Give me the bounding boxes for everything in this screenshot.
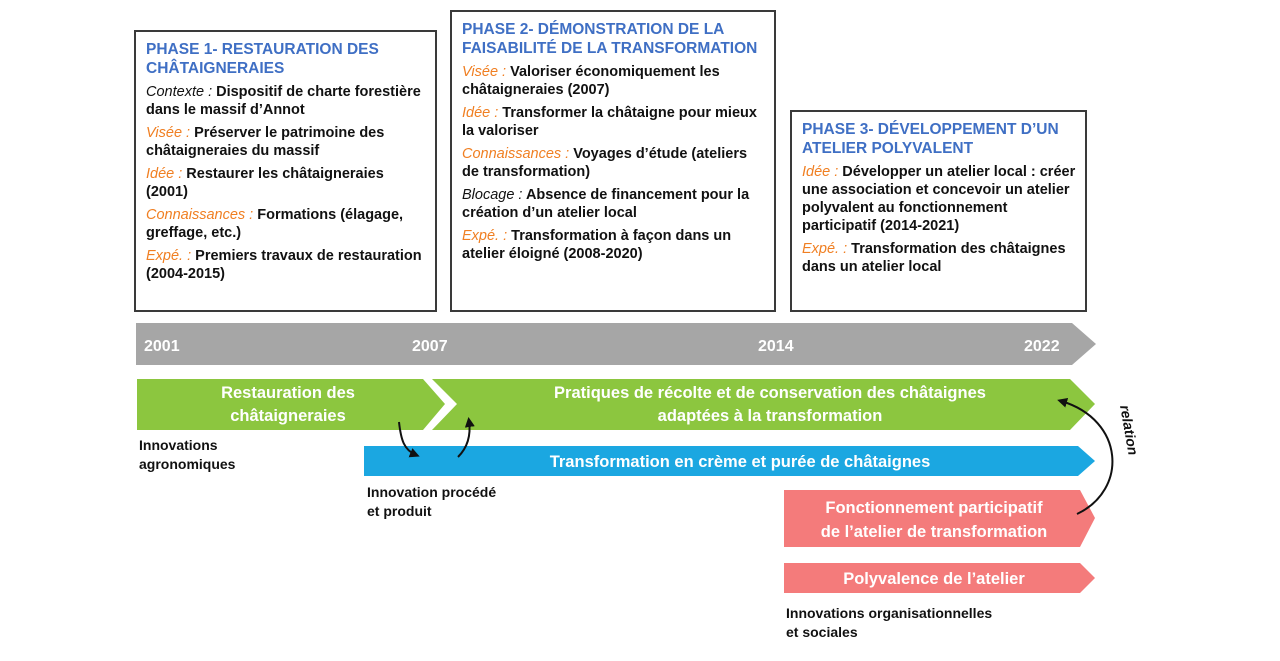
entry-key: Expé. : bbox=[146, 248, 192, 264]
entry-value: Formations (élagage, greffage, etc.) bbox=[146, 207, 404, 241]
timeline-arrow bbox=[136, 323, 1096, 365]
entry-value: Absence de financement pour la création d’un atelier local bbox=[462, 187, 750, 221]
pratiques-bar-line-2: adaptées à la transformation bbox=[657, 407, 883, 425]
timeline-year-2022: 2022 bbox=[1024, 338, 1060, 355]
caption-innovations-organisationnelles bbox=[786, 604, 992, 642]
fonctionnement-bar-line-1: Fonctionnement participatif bbox=[825, 499, 1043, 517]
transformation-bar-label: Transformation en crème et purée de châtaignes bbox=[549, 453, 931, 471]
polyvalence-bar-label: Polyvalence de l’atelier bbox=[843, 570, 1025, 588]
phase-2-title: PHASE 2- DÉMONSTRATION DE LA FAISABILITÉ DE LA TRANSFORMATION bbox=[462, 21, 758, 57]
caption-agronomiques-line-2: agronomiques bbox=[139, 456, 236, 472]
caption-organisationnelles-line-1: Innovations organisationnelles bbox=[786, 605, 993, 621]
entry-key: Contexte : bbox=[146, 84, 213, 100]
entry-key: Expé. : bbox=[462, 228, 508, 244]
timeline-year-2014: 2014 bbox=[758, 338, 794, 355]
fonctionnement-bar-line-2: de l’atelier de transformation bbox=[820, 523, 1048, 541]
restauration-bar-line-1: Restauration des bbox=[221, 384, 355, 402]
entry-value: Transformer la châtaigne pour mieux la valoriser bbox=[462, 105, 757, 139]
entry-value: Valoriser économiquement les châtaigneraies (2007) bbox=[462, 64, 720, 98]
phase-1-title: PHASE 1- RESTAURATION DES CHÂTAIGNERAIES bbox=[146, 41, 379, 77]
pratiques-bar-line-1: Pratiques de récolte et de conservation des châtaignes bbox=[554, 384, 986, 402]
entry-value: Premiers travaux de restauration (2004-2015) bbox=[146, 248, 422, 282]
entry-key: Connaissances : bbox=[146, 207, 254, 223]
timeline-year-2001: 2001 bbox=[144, 338, 180, 355]
relation-label: relation bbox=[1117, 403, 1142, 457]
entry-key: Idée : bbox=[462, 105, 499, 121]
phase-3-title: PHASE 3- DÉVELOPPEMENT D’UN ATELIER POLYVALENT bbox=[802, 121, 1059, 157]
caption-innovations-agronomiques bbox=[139, 436, 235, 474]
entry-value: Voyages d’étude (ateliers de transformation) bbox=[462, 146, 748, 180]
caption-procede-line-2: et produit bbox=[367, 503, 432, 519]
entry-value: Préserver le patrimoine des châtaigneraies du massif bbox=[146, 125, 385, 159]
caption-agronomiques-line-1: Innovations bbox=[139, 437, 218, 453]
caption-procede-line-1: Innovation procédé bbox=[367, 484, 497, 500]
caption-innovation-procede bbox=[367, 483, 496, 521]
entry-key: Expé. : bbox=[802, 241, 848, 257]
entry-key: Connaissances : bbox=[462, 146, 570, 162]
entry-key: Visée : bbox=[462, 64, 507, 80]
entry-value: Transformation des châtaignes dans un atelier local bbox=[802, 241, 1066, 275]
entry-key: Idée : bbox=[146, 166, 183, 182]
restauration-bar-line-2: châtaigneraies bbox=[230, 407, 346, 425]
timeline-year-2007: 2007 bbox=[412, 338, 448, 355]
entry-key: Blocage : bbox=[462, 187, 523, 203]
entry-key: Visée : bbox=[146, 125, 191, 141]
caption-organisationnelles-line-2: et sociales bbox=[786, 624, 858, 640]
entry-value: Développer un atelier local : créer une association et concevoir un atelier polyvalent au fonctionnement participatif (2014-2021) bbox=[802, 164, 1076, 234]
entry-value: Transformation à façon dans un atelier éloigné (2008-2020) bbox=[462, 228, 732, 262]
entry-value: Restaurer les châtaigneraies (2001) bbox=[146, 166, 384, 200]
entry-value: Dispositif de charte forestière dans le massif d’Annot bbox=[146, 84, 421, 118]
entry-key: Idée : bbox=[802, 164, 839, 180]
